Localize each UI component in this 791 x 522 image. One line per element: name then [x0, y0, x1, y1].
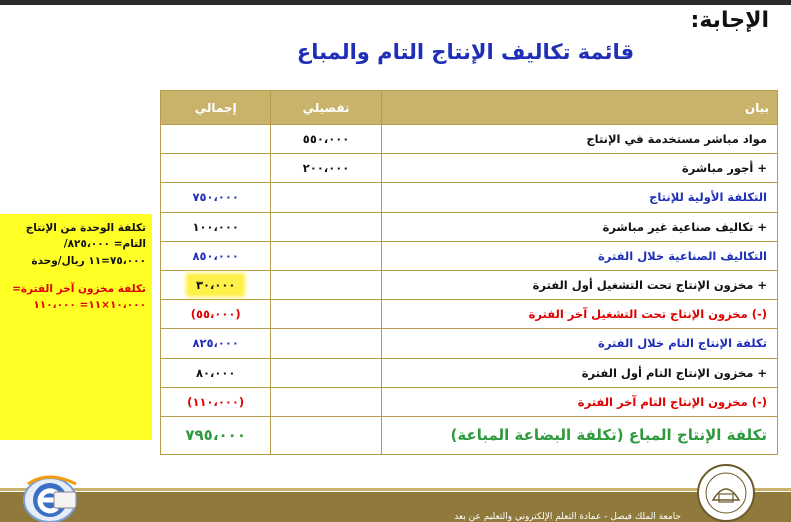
row-detail-value [271, 183, 381, 212]
row-description: التكلفة الأولية للإنتاج [381, 183, 777, 212]
cost-statement-table [160, 90, 778, 455]
row-detail-value: ٥٥٠،٠٠٠ [271, 125, 381, 154]
calculation-note [0, 214, 152, 440]
header-detail: تفصيلي [271, 91, 381, 125]
row-description: تكلفة الإنتاج التام خلال الفترة [381, 329, 777, 358]
row-detail-value [271, 358, 381, 387]
row-detail-value [271, 416, 381, 454]
e-learning-logo-icon [20, 470, 84, 522]
page-title: قائمة تكاليف الإنتاج التام والمباع [296, 40, 635, 64]
row-detail-value [271, 300, 381, 329]
row-total-value: ٨٠،٠٠٠ [161, 358, 271, 387]
table-row [161, 212, 778, 241]
unit-cost-note: تكلفة الوحدة من الإنتاج التام= ٨٢٥،٠٠٠/ ٧٥،٠٠٠=١١ ريال/وحدة [25, 222, 146, 267]
row-total-value [161, 270, 271, 299]
row-total-value: ١٠٠،٠٠٠ [161, 212, 271, 241]
table-row [161, 329, 778, 358]
row-description: + مخزون الإنتاج تحت التشغيل أول الفترة [381, 270, 777, 299]
row-detail-value [271, 387, 381, 416]
table-row [161, 183, 778, 212]
row-description: + مخزون الإنتاج التام أول الفترة [381, 358, 777, 387]
ending-inventory-note: تكلفة مخزون آخر الفترة= ١٠،٠٠٠×١١= ١١٠،٠٠٠ [12, 282, 146, 312]
row-detail-value [271, 270, 381, 299]
row-total-value [161, 154, 271, 183]
table-row [161, 358, 778, 387]
table-row [161, 241, 778, 270]
row-detail-value [271, 241, 381, 270]
header-total: إجمالي [161, 91, 271, 125]
row-description: + تكاليف صناعية غير مباشرة [381, 212, 777, 241]
row-detail-value: ٢٠٠،٠٠٠ [271, 154, 381, 183]
footer-text: جامعة الملك فيصل - عمادة التعلم الإلكتروني والتعليم عن بعد [454, 512, 681, 522]
table-header-row [161, 91, 778, 125]
table-row [161, 270, 778, 299]
row-detail-value [271, 329, 381, 358]
row-description: (-) مخزون الإنتاج التام آخر الفترة [381, 387, 777, 416]
footer-line [0, 488, 791, 491]
row-description: + أجور مباشرة [381, 154, 777, 183]
answer-label: الإجابة: [690, 8, 769, 33]
table-row [161, 416, 778, 454]
row-description: التكاليف الصناعية خلال الفترة [381, 241, 777, 270]
row-total-value: ٧٩٥،٠٠٠ [161, 416, 271, 454]
row-total-value: ٨٢٥،٠٠٠ [161, 329, 271, 358]
table-row [161, 387, 778, 416]
header-desc: بيان [381, 91, 777, 125]
highlighted-value: ٣٠،٠٠٠ [188, 275, 243, 295]
table-row [161, 125, 778, 154]
top-bar [0, 0, 791, 5]
table-row [161, 300, 778, 329]
row-description: (-) مخزون الإنتاج تحت التشغيل آخر الفترة [381, 300, 777, 329]
row-description: تكلفة الإنتاج المباع (تكلفة البضاعة المباعة) [381, 416, 777, 454]
row-total-value: (١١٠،٠٠٠) [161, 387, 271, 416]
row-total-value [161, 125, 271, 154]
table-row [161, 154, 778, 183]
university-seal-icon [689, 460, 763, 522]
row-total-value: ٨٥٠،٠٠٠ [161, 241, 271, 270]
row-description: مواد مباشر مستخدمة في الإنتاج [381, 125, 777, 154]
row-detail-value [271, 212, 381, 241]
row-total-value: (٥٥،٠٠٠) [161, 300, 271, 329]
row-total-value: ٧٥٠،٠٠٠ [161, 183, 271, 212]
